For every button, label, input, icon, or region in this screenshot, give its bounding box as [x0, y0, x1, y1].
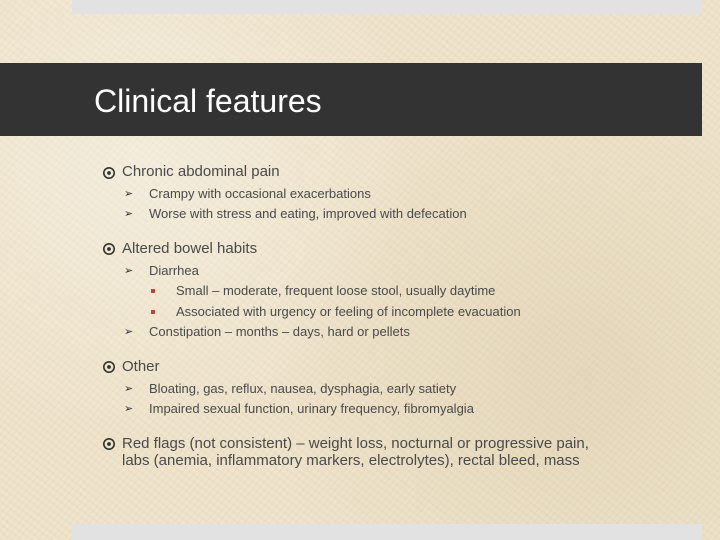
- square-bullet-icon: [151, 289, 155, 293]
- sub-sub-bullet-item: Small – moderate, frequent loose stool, usually daytime: [176, 283, 496, 298]
- bullet-item: Chronic abdominal pain: [122, 163, 280, 180]
- sub-bullet-item: Constipation – months – days, hard or pellets: [149, 324, 410, 339]
- bottom-decor-bar: [72, 524, 702, 540]
- arrowhead-bullet-icon: ➢: [124, 208, 134, 220]
- target-bullet-icon: [102, 242, 116, 256]
- target-bullet-icon: [102, 360, 116, 374]
- arrowhead-bullet-icon: ➢: [124, 383, 134, 395]
- top-decor-bar: [72, 0, 702, 14]
- arrowhead-bullet-icon: ➢: [124, 188, 134, 200]
- bullet-item: Other: [122, 358, 160, 375]
- bullet-item-line2: labs (anemia, inflammatory markers, electrolytes), rectal bleed, mass: [122, 452, 580, 469]
- sub-bullet-item: Crampy with occasional exacerbations: [149, 186, 371, 201]
- sub-sub-bullet-item: Associated with urgency or feeling of incomplete evacuation: [176, 304, 521, 319]
- target-bullet-icon: [102, 166, 116, 180]
- sub-bullet-item: Impaired sexual function, urinary frequency, fibromyalgia: [149, 401, 474, 416]
- arrowhead-bullet-icon: ➢: [124, 403, 134, 415]
- sub-bullet-item: Bloating, gas, reflux, nausea, dysphagia, early satiety: [149, 381, 457, 396]
- bullet-item: Altered bowel habits: [122, 240, 258, 257]
- slide-title: Clinical features: [94, 83, 322, 119]
- sub-bullet-item: Diarrhea: [149, 263, 199, 278]
- target-bullet-icon: [102, 437, 116, 451]
- square-bullet-icon: [151, 310, 155, 314]
- bullet-item-line1: Red flags (not consistent) – weight loss, nocturnal or progressive pain,: [122, 435, 589, 452]
- sub-bullet-item: Worse with stress and eating, improved with defecation: [149, 206, 467, 221]
- arrowhead-bullet-icon: ➢: [124, 326, 134, 338]
- arrowhead-bullet-icon: ➢: [124, 265, 134, 277]
